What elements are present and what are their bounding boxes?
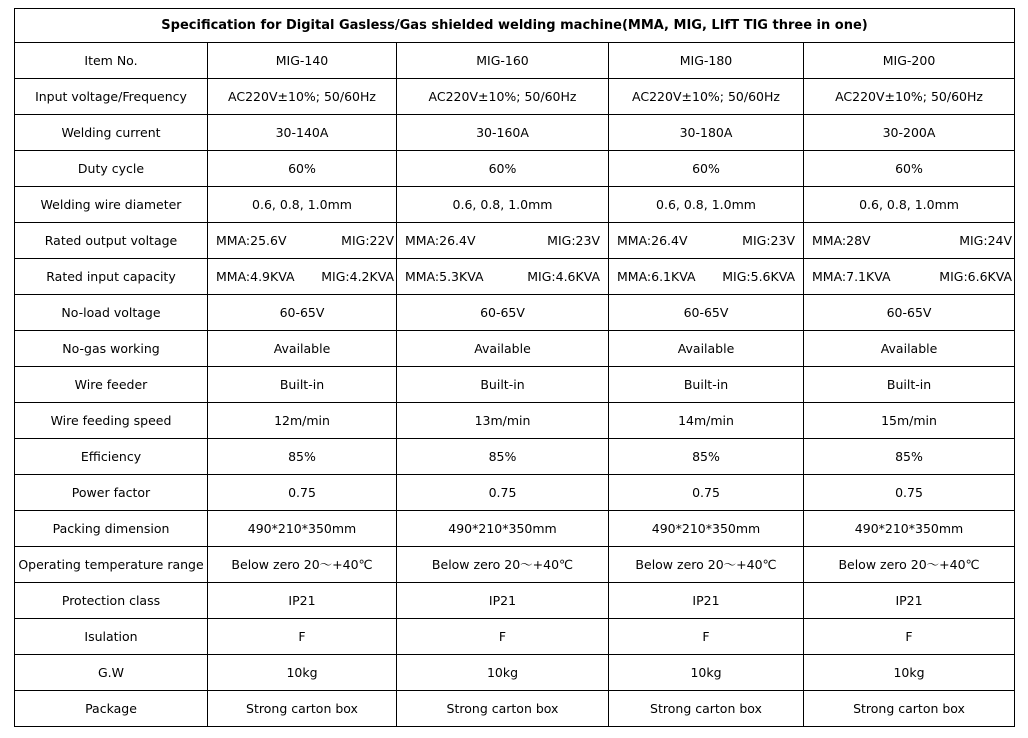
spec-cell: 10kg [397,655,609,691]
spec-cell: Strong carton box [208,691,397,727]
spec-cell [804,223,1015,259]
spec-cell: MIG-180 [609,43,804,79]
split-value [806,233,1012,249]
spec-cell: F [609,619,804,655]
spec-cell: 490*210*350mm [804,511,1015,547]
spec-cell: 60-65V [609,295,804,331]
spec-cell: Strong carton box [609,691,804,727]
spec-cell: Below zero 20～+40℃ [208,547,397,583]
spec-cell: 60% [397,151,609,187]
spec-cell: 490*210*350mm [397,511,609,547]
spec-cell: Strong carton box [804,691,1015,727]
row-label: No-gas working [15,331,208,367]
mma-value: MMA:26.4V [617,232,688,248]
spec-cell: MIG-160 [397,43,609,79]
table-row [15,439,1015,475]
spec-cell: Available [397,331,609,367]
spec-cell: 490*210*350mm [609,511,804,547]
spec-cell: 60-65V [397,295,609,331]
mma-value: MMA:26.4V [405,232,476,248]
row-label: Duty cycle [15,151,208,187]
row-label: Packing dimension [15,511,208,547]
spec-cell: Below zero 20～+40℃ [804,547,1015,583]
split-value [806,269,1012,285]
row-label: Power factor [15,475,208,511]
spec-cell: IP21 [397,583,609,619]
row-label: Isulation [15,619,208,655]
spec-cell: 13m/min [397,403,609,439]
spec-cell: AC220V±10%; 50/60Hz [804,79,1015,115]
table-row [15,511,1015,547]
spec-cell: Below zero 20～+40℃ [609,547,804,583]
spec-cell: Below zero 20～+40℃ [397,547,609,583]
spec-cell: Available [609,331,804,367]
spec-cell: 85% [609,439,804,475]
row-label: Efficiency [15,439,208,475]
spec-cell: Available [208,331,397,367]
spec-cell: AC220V±10%; 50/60Hz [609,79,804,115]
split-value [399,269,606,285]
table-row [15,43,1015,79]
mig-value: MIG:5.6KVA [722,268,795,284]
spec-cell: F [397,619,609,655]
spec-cell: IP21 [609,583,804,619]
table-row [15,403,1015,439]
table-row [15,655,1015,691]
spec-cell: 60-65V [208,295,397,331]
split-value [611,269,801,285]
table-row [15,331,1015,367]
spec-cell: 12m/min [208,403,397,439]
table-row [15,295,1015,331]
spec-cell: 0.75 [609,475,804,511]
row-label: Wire feeding speed [15,403,208,439]
spec-cell: 85% [208,439,397,475]
spec-cell: F [804,619,1015,655]
spec-cell: 14m/min [609,403,804,439]
spec-cell [804,259,1015,295]
spec-cell: Built-in [804,367,1015,403]
spec-cell: AC220V±10%; 50/60Hz [397,79,609,115]
spec-cell: 60% [208,151,397,187]
mma-value: MMA:25.6V [216,232,287,248]
row-label: G.W [15,655,208,691]
table-row [15,79,1015,115]
spec-cell: 30-160A [397,115,609,151]
spec-cell: 30-200A [804,115,1015,151]
spec-cell: Strong carton box [397,691,609,727]
spec-sheet [14,8,1014,727]
spec-cell: 60% [804,151,1015,187]
split-value [210,233,394,249]
split-value [611,233,801,249]
row-label: Operating temperature range [15,547,208,583]
row-label: Welding current [15,115,208,151]
spec-cell [208,259,397,295]
mma-value: MMA:7.1KVA [812,268,891,284]
mma-value: MMA:5.3KVA [405,268,484,284]
spec-cell: 10kg [609,655,804,691]
spec-cell: 0.75 [208,475,397,511]
mma-value: MMA:6.1KVA [617,268,696,284]
spec-cell: Built-in [208,367,397,403]
spec-cell: 60% [609,151,804,187]
table-row [15,187,1015,223]
spec-cell: Built-in [609,367,804,403]
spec-cell: 490*210*350mm [208,511,397,547]
row-label: No-load voltage [15,295,208,331]
table-row [15,583,1015,619]
spec-cell: 0.75 [397,475,609,511]
spec-cell: 0.6, 0.8, 1.0mm [208,187,397,223]
mig-value: MIG:24V [959,232,1013,248]
spec-cell: F [208,619,397,655]
mma-value: MMA:28V [812,232,871,248]
mig-value: MIG:4.2KVA [321,268,394,284]
mig-value: MIG:4.6KVA [527,268,600,284]
row-label: Item No. [15,43,208,79]
spec-cell: 85% [804,439,1015,475]
spec-cell [397,223,609,259]
spec-cell: IP21 [208,583,397,619]
row-label: Rated output voltage [15,223,208,259]
spec-cell [397,259,609,295]
spec-cell: 85% [397,439,609,475]
split-value [399,233,606,249]
table-row [15,691,1015,727]
spec-cell: 0.6, 0.8, 1.0mm [609,187,804,223]
mma-value: MMA:4.9KVA [216,268,295,284]
spec-cell: 15m/min [804,403,1015,439]
row-label: Rated input capacity [15,259,208,295]
table-row [15,547,1015,583]
row-label: Package [15,691,208,727]
table-row [15,619,1015,655]
spec-cell: MIG-200 [804,43,1015,79]
spec-cell: MIG-140 [208,43,397,79]
row-label: Protection class [15,583,208,619]
table-row [15,115,1015,151]
spec-cell: 0.75 [804,475,1015,511]
spec-table [14,8,1015,727]
table-row [15,259,1015,295]
mig-value: MIG:6.6KVA [939,268,1013,284]
row-label: Wire feeder [15,367,208,403]
table-row [15,223,1015,259]
mig-value: MIG:23V [742,232,795,248]
table-row [15,475,1015,511]
spec-cell: 0.6, 0.8, 1.0mm [804,187,1015,223]
table-title: Specification for Digital Gasless/Gas shielded welding machine(MMA, MIG, LIfT TIG three in one) [15,9,1015,43]
row-label: Welding wire diameter [15,187,208,223]
spec-cell: Available [804,331,1015,367]
spec-cell [609,223,804,259]
spec-cell: 10kg [804,655,1015,691]
spec-cell: AC220V±10%; 50/60Hz [208,79,397,115]
mig-value: MIG:22V [341,232,394,248]
table-row [15,151,1015,187]
split-value [210,269,394,285]
mig-value: MIG:23V [547,232,600,248]
spec-cell: 30-140A [208,115,397,151]
row-label: Input voltage/Frequency [15,79,208,115]
spec-cell: 0.6, 0.8, 1.0mm [397,187,609,223]
spec-cell: 30-180A [609,115,804,151]
spec-cell [208,223,397,259]
table-title-row [15,9,1015,43]
table-row [15,367,1015,403]
spec-cell: 60-65V [804,295,1015,331]
spec-cell: IP21 [804,583,1015,619]
spec-cell: Built-in [397,367,609,403]
spec-cell: 10kg [208,655,397,691]
spec-cell [609,259,804,295]
